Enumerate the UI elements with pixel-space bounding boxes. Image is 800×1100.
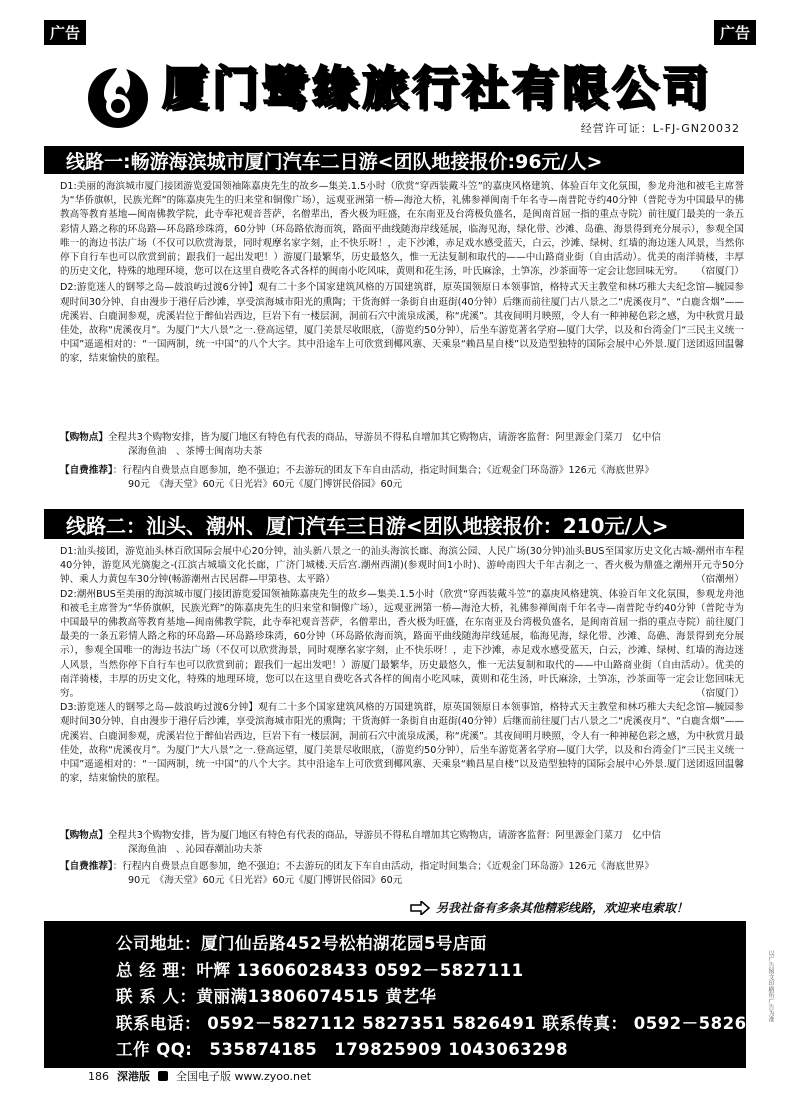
- contact-qq: 工作 QQ: 535874185 179825909 1043063298: [116, 1040, 569, 1059]
- route2-optional: 【自费推荐】：行程内自费景点自愿参加，绝不强迫；不去游玩的团友下车自由活动，指定时间集合；《近观金门环岛游》126元《海底世界》 90元 《海天堂》60元《日光岩》60元《厦门博饼民俗园》60元: [60, 861, 654, 886]
- promo-line: 另我社备有多条其他精彩线路，欢迎来电索取！: [410, 899, 688, 916]
- route2-shopping: 【购物点】全程共3个购物安排，皆为厦门地区有特色有代表的商品，导游员不得私自增加其它购物店，请游客监督：阿里源金门菜刀 亿中信 深海鱼油 、沁园春潮汕功夫茶: [60, 830, 661, 855]
- route1-itinerary: [60, 180, 744, 367]
- route1-day1: D1:美丽的海滨城市厦门接团游览爱国领袖陈嘉庚先生的故乡—集美.1.5小时（欣赏“穿西装戴斗笠”的嘉庚风格建筑、体验百年文化氛围，参龙舟池和被毛主席誉为“华侨旗帜，民族光辉”的陈嘉庚先生的归来堂和铜像广场），远观亚洲第一桥—海沧大桥，礼佛参禅闽南千年名寺—南普陀寺约40分钟（普陀寺为中国最早的佛教高等教育基地—闽南佛教学院，此寺奉祀观音菩萨，名僧辈出，香火极为旺盛，在东南亚及台湾极负盛名，是闽南首屈一指的重点寺院）前往厦门最美的一条五彩情人路之称的环岛路—环岛路珍珠湾，60分钟（环岛路依海而筑，路面平曲线随海岸线延展，临海见海，绿化带、沙滩、岛礁、海景得到充分展示），参观全国唯一的海边书法广场（不仅可以欣赏海景，同时观摩名家字刻，止不快乐呀！，走下沙滩，赤足戏水感受蓝天，白云，沙滩、绿树、红墙的海边迷人风景，当然你停下自行车也可以欣赏到前；跟我们一起出发吧！）游厦门最繁华，历史最悠久，惟一无法复制和取代的——中山路商业街（自由活动）。优美的南洋骑楼，丰厚的历史文化，特殊的地理环境，您可以在这里自费吃各式各样的闽南小吃风味，黄则和花生汤，叶氏麻涂，土笋冻，沙茶面等一定会让您回味无穷。 （宿厦门）: [60, 181, 744, 278]
- contact-manager: 总 经 理：叶辉 13606028433 0592－5827111: [116, 960, 524, 980]
- ad-tag-right: 广告: [714, 20, 756, 45]
- edition-label: 深港版: [117, 1070, 150, 1083]
- arrow-right-icon: [410, 901, 430, 915]
- route2-day2: D2:潮州BUS至美丽的海滨城市厦门接团游览爱国领袖陈嘉庚先生的故乡—集美.1.5小时（欣赏“穿西装戴斗笠”的嘉庚风格建筑、体验百年文化氛围，参观龙舟池和被毛主席誉为“华侨旗帜，民族光辉”的陈嘉庚先生的归来堂和铜像广场），远观亚洲第一桥—海沧大桥，礼佛参禅闽南千年名寺—南普陀寺约40分钟（普陀寺为中国最早的佛教高等教育基地—闽南佛教学院，此寺奉祀观音菩萨，名僧辈出，香火极为旺盛，在东南亚及台湾极负盛名，是闽南首屈一指的重点寺院）前往厦门最美的一条五彩情人路之称的环岛路—环岛路珍珠湾，60分钟（环岛路依海而筑，路面平曲线随海岸线延展，临海见海，绿化带、沙滩、岛礁、海景得到充分展示），参观全国唯一的海边书法广场（不仅可以欣赏海景，同时观摩名家字刻，止不快乐呀！，走下沙滩，赤足戏水感受蓝天，白云，沙滩、绿树、红墙的海边迷人风景，当然你停下自行车也可以欣赏到前；跟我们一起出发吧！）游厦门最繁华，历史最悠久，惟一无法复制和取代的——中山路商业街（自由活动）。优美的南洋骑楼，丰厚的历史文化，特殊的地理环境，您可以在这里自费吃各式各样的闽南小吃风味，黄则和花生汤，叶氏麻涂，土笋冻，沙茶面等一定会让您回味无穷。 （宿厦门）: [60, 588, 744, 700]
- route1-title: 线路一:畅游海滨城市厦门汽车二日游<团队地接报价:96元/人>: [44, 146, 744, 174]
- contact-phone: 联系电话： 0592－5827112 5827351 5826491 联系传真： 0592－5826497: [116, 1013, 783, 1033]
- company-header: [80, 48, 760, 138]
- route2-title: 线路二：汕头、潮州、厦门汽车三日游<团队地接报价：210元/人>: [44, 509, 744, 539]
- page-footer: [88, 1068, 311, 1084]
- route2-day1: D1:汕头接团，游览汕头林百欣国际会展中心20分钟，汕头新八景之一的汕头海滨长廊、海滨公园、人民广场(30分钟)汕头BUS至国家历史文化古城-潮州市车程40分钟，游览风光旖旎之-(江滨古城墙文化长廊，广济门城楼.天后宫.潮州西湖)(参观时间1小时)、游岭南四大千年古刹之一、香火极为鼎盛之潮州开元寺50分钟、乘人力黄包车30分钟(畅游潮州古民居群—甲第巷、太平路） （宿潮州）: [60, 546, 744, 586]
- contact-person: 联 系 人：黄丽满13806074515 黄艺华: [116, 987, 437, 1006]
- brand-icon: [158, 1071, 168, 1081]
- route2-day3: D3:游览迷人的钢琴之岛—鼓浪屿过渡6分钟】观有二十多个国家建筑风格的万国建筑群，原英国领原日本领事馆，格特式天主教堂和林巧稚大夫纪念馆—毓园参观时间30分钟、自由漫步于港仔后沙滩，享受滨海城市阳光的熏陶；干货海鲜一条街自由逛街(40分钟）后继而前往厦门古八景之二“虎溪夜月”、“白鹿含烟”——虎溪岩、白鹿洞参观，虎溪岩位于醉仙岩西边，巨岩下有一楼层洞，洞前石穴中流泉成溪，称“虎溪”。其夜间明月映照，令人有一种神秘色彩之感，为中秋赏月最佳处，故称“虎溪夜月”。为厦门“大八景”之一.登高远望，厦门美景尽收眼底，（游览约50分钟），后坐车游览著名学府—厦门大学，以及和台湾金门“三民主义统一中国”遥遥相对的：“一国两制，统一中国”的八个大字。其中沿途车上可欣赏到椰风寨、天乘泉“赖昌星自楼”以及造型独特的国际会展中心外景.厦门送团返回温馨的家，结束愉快的旅程。: [60, 702, 744, 785]
- license-number: 经营许可证：L-FJ-GN20032: [580, 122, 740, 135]
- route1-shopping: 【购物点】全程共3个购物安排，皆为厦门地区有特色有代表的商品，导游员不得私自增加其它购物店，请游客监督：阿里源金门菜刀 亿中信 深海鱼油 、茶博士闽南功夫茶: [60, 432, 661, 457]
- route1-day2: D2:游览迷人的钢琴之岛—鼓浪屿过渡6分钟】观有二十多个国家建筑风格的万国建筑群，原英国领原日本领事馆，格特式天主教堂和林巧稚大夫纪念馆—毓园参观时间30分钟、自由漫步于港仔后沙滩，享受滨海城市阳光的熏陶；干货海鲜一条街自由逛街(40分钟）后继而前往厦门古八景之二“虎溪夜月”、“白鹿含烟”——虎溪岩、白鹿洞参观，虎溪岩位于醉仙岩西边，巨岩下有一楼层洞，洞前石穴中流泉成溪，称“虎溪”。其夜间明月映照，令人有一种神秘色彩之感，为中秋赏月最佳处，故称“虎溪夜月”。为厦门“大八景”之一.登高远望，厦门美景尽收眼底，（游览约50分钟），后坐车游览著名学府—厦门大学，以及和台湾金门“三民主义统一中国”遥遥相对的：“一国两制，统一中国”的八个大字。其中沿途车上可欣赏到椰风寨、天乘泉“赖昌星自楼”以及造型独特的国际会展中心外景.厦门送团返回温馨的家，结束愉快的旅程。: [60, 282, 744, 365]
- ad-tag-left: 广告: [44, 20, 86, 45]
- route2-itinerary: [60, 545, 744, 786]
- page-number: 186: [88, 1069, 109, 1083]
- site-label: 全国电子版 www.zyoo.net: [176, 1070, 312, 1083]
- contact-address: 公司地址：厦门仙岳路452号松柏湖花园5号店面: [116, 934, 487, 953]
- company-name: 厦门鹭缘旅行社有限公司: [162, 61, 712, 115]
- route1-optional: 【自费推荐】：行程内自费景点自愿参加，绝不强迫；不去游玩的团友下车自由活动，指定时间集合；《近观金门环岛游》126元《海底世界》 90元 《海天堂》60元《日光岩》60元《厦门博饼民俗园》60元: [60, 465, 654, 490]
- sidebar-note: 以广告图文印刷所广告为准: [767, 950, 774, 1022]
- company-logo-icon: [80, 54, 156, 130]
